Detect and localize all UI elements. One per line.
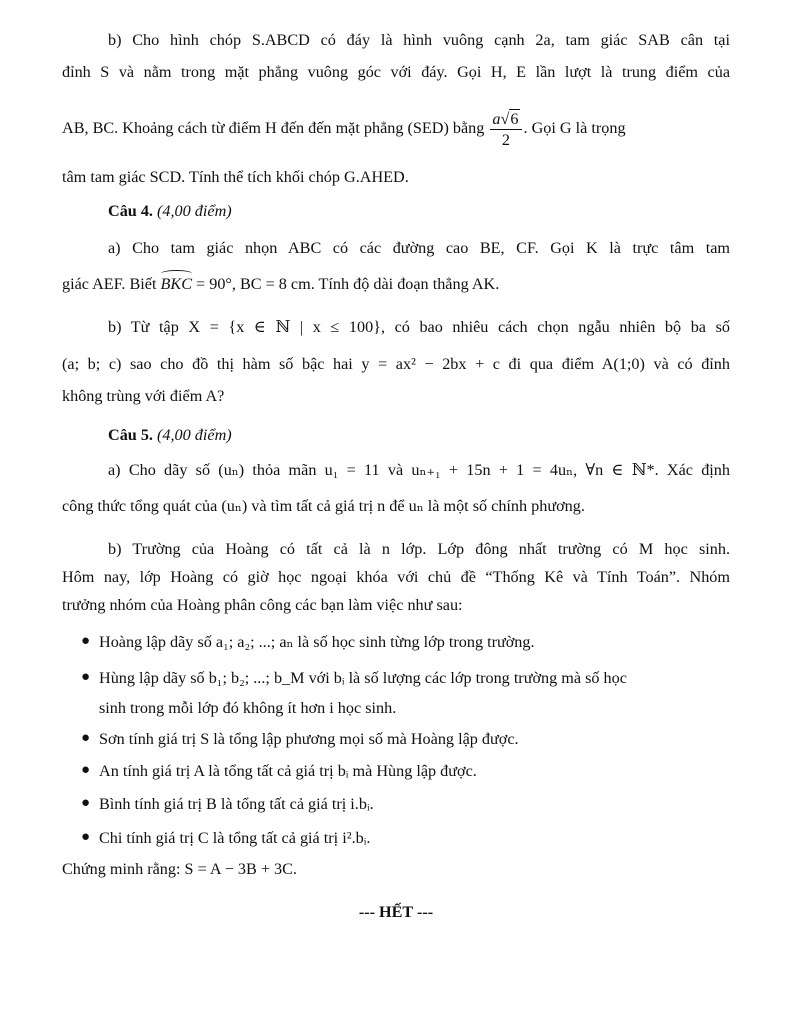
q3b-line-3-text: AB, BC. Khoảng cách từ điểm H đến đến mặt phẳng (SED) bằng — [62, 119, 485, 137]
bullet-hung: Hùng lập dãy số b₁; b₂; ...; b_M với bᵢ là số lượng các lớp trong trường mà số học — [99, 669, 627, 687]
q5-points: (4,00 điểm) — [157, 426, 232, 444]
q4b-line-3: không trùng với điểm A? — [62, 387, 225, 405]
end-mark: --- HẾT --- — [358, 903, 434, 921]
q3b-line-1: b) Cho hình chóp S.ABCD có đáy là hình vuông cạnh 2a, tam giác SAB cân tại — [108, 31, 730, 49]
q3b-line-2: đỉnh S và nằm trong mặt phẳng vuông góc với đáy. Gọi H, E lần lượt là trung điểm của — [62, 63, 730, 81]
q5a-line-2: công thức tổng quát của (uₙ) và tìm tất cả giá trị n để uₙ là một số chính phương. — [62, 497, 585, 515]
q5b-line-1: b) Trường của Hoàng có tất cả là n lớp. Lớp đông nhất trường có M học sinh. — [108, 540, 730, 558]
bullet-dot: ● — [81, 829, 91, 845]
q5a-line-1: a) Cho dãy số (uₙ) thỏa mãn u₁ = 11 và uₙ₊₁ + 15n + 1 = 4uₙ, ∀n ∈ ℕ*. Xác định — [108, 461, 730, 479]
q4-header — [108, 200, 730, 222]
bullet-son: Sơn tính giá trị S là tổng lập phương mọi số mà Hoàng lập được. — [99, 730, 519, 748]
bullet-hoang: Hoàng lập dãy số a₁; a₂; ...; aₙ là số học sinh từng lớp trong trường. — [99, 633, 535, 651]
fraction-radicand: 6 — [510, 109, 519, 128]
q4-points: (4,00 điểm) — [157, 202, 232, 220]
q5-header — [108, 424, 730, 446]
q4-title: Câu 4. — [108, 202, 153, 220]
q5b-line-3: trưởng nhóm của Hoàng phân công các bạn làm việc như sau: — [62, 596, 463, 614]
bullet-dot: ● — [81, 669, 91, 685]
bullet-binh: Bình tính giá trị B là tổng tất cả giá trị i.bᵢ. — [99, 795, 374, 813]
bullet-dot: ● — [81, 795, 91, 811]
distance-fraction: $\frac{a√6}{2}$ — [490, 109, 521, 150]
bullet-an: An tính giá trị A là tổng tất cả giá trị bᵢ mà Hùng lập được. — [99, 762, 477, 780]
fraction-numerator-a: a — [492, 109, 501, 128]
q3b-line-3-tail: . Gọi G là trọng — [523, 119, 626, 137]
q3b-line-4: tâm tam giác SCD. Tính thể tích khối chóp G.AHED. — [62, 168, 409, 186]
q4a-line-2-text: giác AEF. Biết — [62, 275, 157, 293]
q4a-line-1: a) Cho tam giác nhọn ABC có các đường cao BE, CF. Gọi K là trực tâm tam — [108, 239, 730, 257]
q5b-conclusion: Chứng minh rằng: S = A − 3B + 3C. — [62, 860, 297, 878]
q4b-line-2: (a; b; c) sao cho đồ thị hàm số bậc hai y = ax² − 2bx + c đi qua điểm A(1;0) và có đỉnh — [62, 355, 730, 373]
bullet-dot: ● — [81, 762, 91, 778]
q4a-line-2-tail: = 90°, BC = 8 cm. Tính độ dài đoạn thẳng AK. — [196, 275, 500, 293]
bullet-hung-continued: sinh trong mỗi lớp đó không ít hơn i học sinh. — [99, 699, 397, 717]
q5-title: Câu 5. — [108, 426, 153, 444]
q3b-line-3 — [62, 106, 730, 150]
bullet-dot: ● — [81, 633, 91, 649]
bullet-dot: ● — [81, 730, 91, 746]
q5b-line-2: Hôm nay, lớp Hoàng có giờ học ngoại khóa với chủ đề “Thống Kê và Tính Toán”. Nhóm — [62, 568, 730, 586]
bullet-chi: Chi tính giá trị C là tổng tất cả giá trị i².bᵢ. — [99, 829, 371, 847]
q4b-line-1: b) Từ tập X = {x ∈ ℕ | x ≤ 100}, có bao nhiêu cách chọn ngẫu nhiên bộ ba số — [108, 318, 730, 336]
q4a-line-2 — [62, 273, 730, 295]
angle-bkc-arc: BKC — [160, 275, 192, 293]
fraction-denominator: 2 — [501, 130, 510, 149]
